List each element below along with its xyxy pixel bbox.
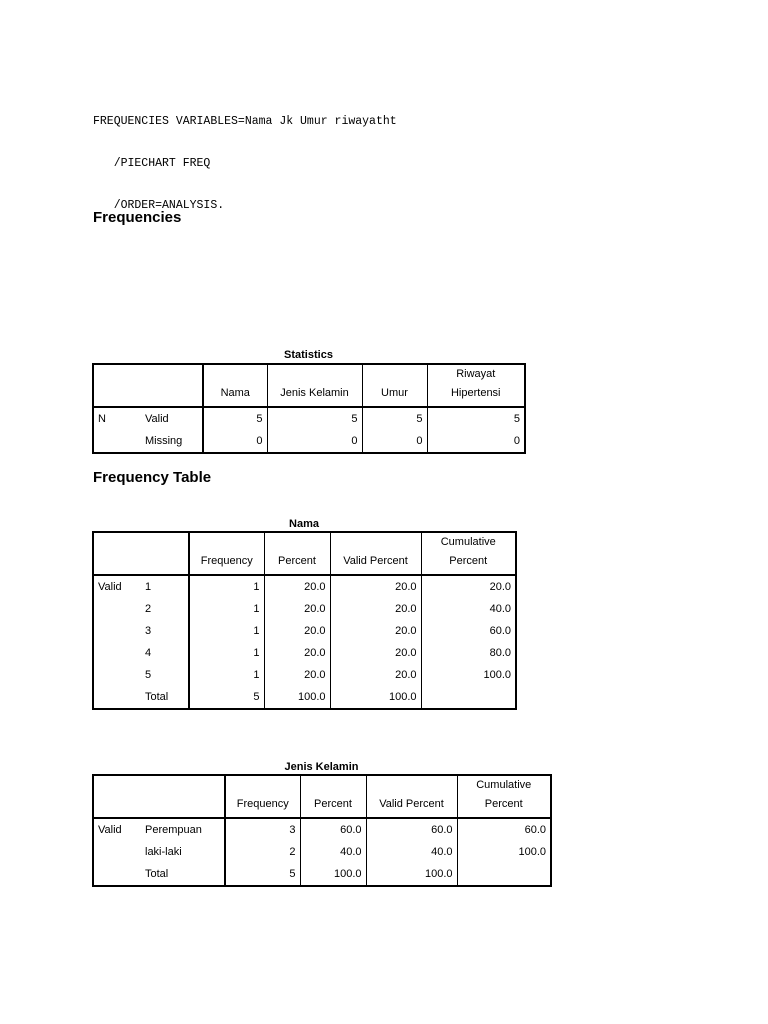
statistics-table [92,363,526,454]
syntax-line: FREQUENCIES VARIABLES=Nama Jk Umur riwayatht [93,115,397,128]
syntax-line: /ORDER=ANALYSIS. [93,199,225,212]
cell: 20.0 [264,575,330,598]
cell: 5 [513,413,520,425]
cell: 1 [189,620,264,642]
table-row [93,686,516,709]
col-header: Jenis Kelamin [267,364,362,407]
row-label: Missing [141,430,203,453]
row-group-label: Valid [98,581,122,593]
cell: 0 [203,430,267,453]
cell: 100.0 [330,686,421,709]
frequencies-heading: Frequencies [93,209,182,226]
cell: 20.0 [264,620,330,642]
table-row [93,620,516,642]
cell: 100.0 [518,846,546,858]
cell: 20.0 [330,575,421,598]
col-header: Valid Percent [366,775,457,818]
cell: 1 [189,664,264,686]
row-label: 3 [141,620,189,642]
row-group-label: Valid [98,824,122,836]
col-header: Riwayat Hipertensi [427,364,525,407]
cell: 60.0 [366,818,457,841]
cell: 5 [225,863,300,886]
jenis-kelamin-frequency-table [92,774,552,887]
row-label: Valid [141,407,203,430]
col-header: Valid Percent [330,532,421,575]
row-group-label: N [98,413,106,425]
cell: 60.0 [524,824,546,836]
cell: 20.0 [330,664,421,686]
statistics-title: Statistics [284,349,333,361]
cell: 5 [362,407,427,430]
cell: 5 [203,407,267,430]
table-header-row [93,364,525,407]
table-row [93,575,516,598]
nama-frequency-table [92,531,517,710]
col-header: Percent [264,532,330,575]
table-row [93,407,525,430]
cell: 20.0 [489,581,511,593]
cell: 20.0 [264,642,330,664]
cell: 40.0 [489,603,511,615]
cell: 1 [189,642,264,664]
cell: 100.0 [264,686,330,709]
cell: 100.0 [300,863,366,886]
cell: 1 [189,598,264,620]
table-row [93,664,516,686]
cell: 80.0 [489,647,511,659]
cell: 5 [267,407,362,430]
row-label: Perempuan [141,818,225,841]
syntax-line: /PIECHART FREQ [93,157,211,170]
cell: 100.0 [483,669,511,681]
cell: 5 [189,686,264,709]
col-header: Cumulative Percent [457,775,551,818]
cell: 1 [189,575,264,598]
row-label: Total [141,863,225,886]
cell: 20.0 [264,598,330,620]
col-header: Umur [362,364,427,407]
row-label: 2 [141,598,189,620]
cell: 2 [225,841,300,863]
row-label: Total [141,686,189,709]
row-label: 4 [141,642,189,664]
cell: 60.0 [489,625,511,637]
table-header-row [93,532,516,575]
cell: 20.0 [264,664,330,686]
frequency-table-heading: Frequency Table [93,469,212,486]
col-header: Nama [203,364,267,407]
cell: 100.0 [366,863,457,886]
col-header: Percent [300,775,366,818]
col-header: Frequency [225,775,300,818]
cell: 0 [267,430,362,453]
col-header: Cumulative Percent [421,532,516,575]
col-header: Frequency [189,532,264,575]
row-label: laki-laki [141,841,225,863]
syntax-block [93,87,397,227]
cell: 0 [362,430,427,453]
cell: 40.0 [366,841,457,863]
jenis-kelamin-title: Jenis Kelamin [284,761,359,773]
cell: 60.0 [300,818,366,841]
cell: 20.0 [330,642,421,664]
cell: 0 [513,435,520,447]
nama-title: Nama [289,518,319,530]
cell: 40.0 [300,841,366,863]
cell [421,686,516,709]
table-row [93,598,516,620]
cell: 20.0 [330,598,421,620]
table-row [93,841,551,863]
table-row [93,430,525,453]
table-header-row [93,775,551,818]
row-label: 5 [141,664,189,686]
row-label: 1 [141,575,189,598]
cell: 3 [225,818,300,841]
table-row [93,642,516,664]
table-row [93,818,551,841]
table-row [93,863,551,886]
cell [457,863,551,886]
cell: 20.0 [330,620,421,642]
